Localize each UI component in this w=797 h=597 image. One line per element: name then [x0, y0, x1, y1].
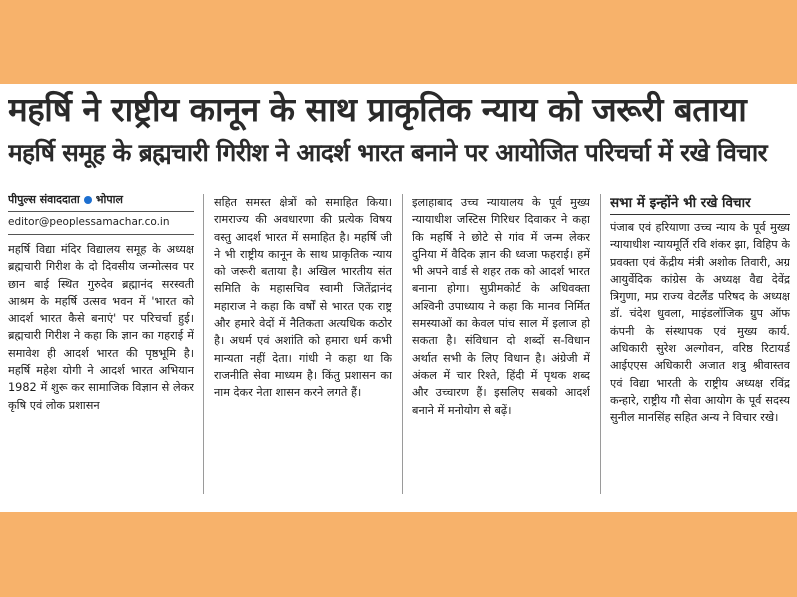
headline: महर्षि ने राष्ट्रीय कानून के साथ प्राकृतिक न्याय को जरूरी बताया [8, 90, 747, 129]
sidebar-text: पंजाब एवं हरियाणा उच्च न्याय के पूर्व मुख्य न्यायाधीश न्यायमूर्ति रवि शंकर झा, विहिप के प्रवक्ता एवं केंद्रीय मंत्री अशोक तिवारी, अग्र आयुर्वेदिक कांग्रेस के अध्यक्ष वैद्य देवेंद्र त्रिगुणा, मप्र राज्य वेटलैंड परिषद के अध्यक्ष डॉ. चंदेश धुवला, माइंडलॉजिक ग्रुप ऑफ कंपनी के संस्थापक एवं मुख्य कार्य. अधिकारी सुरेश अल्गोवन, वरिष्ठ रिटायर्ड आईएएस अधिकारी अजात शत्रु श्रीवास्तव एवं विद्या भारती के राष्ट्रीय अध्यक्ष रविंद्र कन्हारे, राष्ट्रीय गौ सेवा आयोग के पूर्व सदस्य सुनील मानसिंह सहित अन्य ने विचार रखे। [610, 221, 790, 425]
newspaper-clipping [0, 84, 797, 512]
byline-reporter: पीपुल्स संवाददाता [8, 193, 80, 206]
byline [8, 192, 194, 212]
column-divider [203, 194, 204, 494]
column-divider [600, 194, 601, 494]
column-divider [402, 194, 403, 494]
sidebar-title: सभा में इन्होंने भी रखे विचार [610, 192, 790, 215]
byline-location: भोपाल [95, 193, 123, 206]
byline-email: editor@peoplessamachar.co.in [8, 215, 194, 235]
column-1-text: महर्षि विद्या मंदिर विद्यालय समूह के अध्यक्ष ब्रह्मचारी गिरीश के दो दिवसीय जन्मोत्सव पर छान बाई स्थित गुरुदेव ब्रह्मानंद सरस्वती आश्रम के महर्षि उत्सव भवन में 'भारत को आदर्श भारत कैसे बनाएं' पर परिचर्चा हुई। ब्रह्मचारी गिरीश ने कहा कि ज्ञान का गहराई में समावेश ही आदर्श भारत की पृष्ठभूमि है। महर्षि महेश योगी ने आदर्श भारत अभियान 1982 में शुरू कर सामाजिक विज्ञान से लेकर कृषि एवं लोक प्रशासन [8, 243, 194, 412]
column-3-text: इलाहाबाद उच्च न्यायालय के पूर्व मुख्य न्यायाधीश जस्टिस गिरिधर दिवाकर ने कहा कि महर्षि ने छोटे से गांव में जन्म लेकर दुनिया में वैदिक ज्ञान की ध्वजा फहराई। हमें भी अपने वार्ड से शहर तक को आदर्श भारत बनाना होगा। सुप्रीमकोर्ट के अधिवक्ता अश्विनी उपाध्याय ने कहा कि मानव निर्मित समस्याओं का केवल पांच साल में इलाज हो सकता है। संविधान दो शब्दों स-विधान अर्थात सभी के लिए विधान है। अंग्रेजी में अंकल में चार रिश्ते, हिंदी में पृथक शब्द और उच्चारण हैं। इसलिए सबको आदर्श बनाने में मनोयोग से बढ़ें। [412, 196, 590, 417]
subheadline: महर्षि समूह के ब्रह्मचारी गिरीश ने आदर्श भारत बनाने पर आयोजित परिचर्चा में रखे विचार [8, 138, 768, 167]
bullet-dot-icon [84, 196, 92, 204]
sidebar-box [610, 192, 790, 427]
column-2-text: सहित समस्त क्षेत्रों को समाहित किया। रामराज्य की अवधारणा की प्रत्येक विषय वस्तु आदर्श भारत में समाहित है। महर्षि जी ने भी राष्ट्रीय कानून के साथ प्राकृतिक न्याय को जरूरी बताया है। अखिल भारतीय संत समिति के महासचिव स्वामी जितेंद्रानंद महाराज ने कहा कि वर्षों से भारत एक राष्ट्र और हमारे वेदों में नैतिकता अत्यधिक कठोर है। अधर्म एवं अशांति को हमारा धर्म कभी मान्यता नहीं देता। गांधी ने कहा था कि राजनीति सेवा माध्यम है। किंतु प्रशासन का नाम देकर नेता शासन करने लगते हैं। [214, 196, 392, 400]
column-2 [214, 194, 392, 402]
column-1 [8, 192, 194, 414]
column-3 [412, 194, 590, 419]
